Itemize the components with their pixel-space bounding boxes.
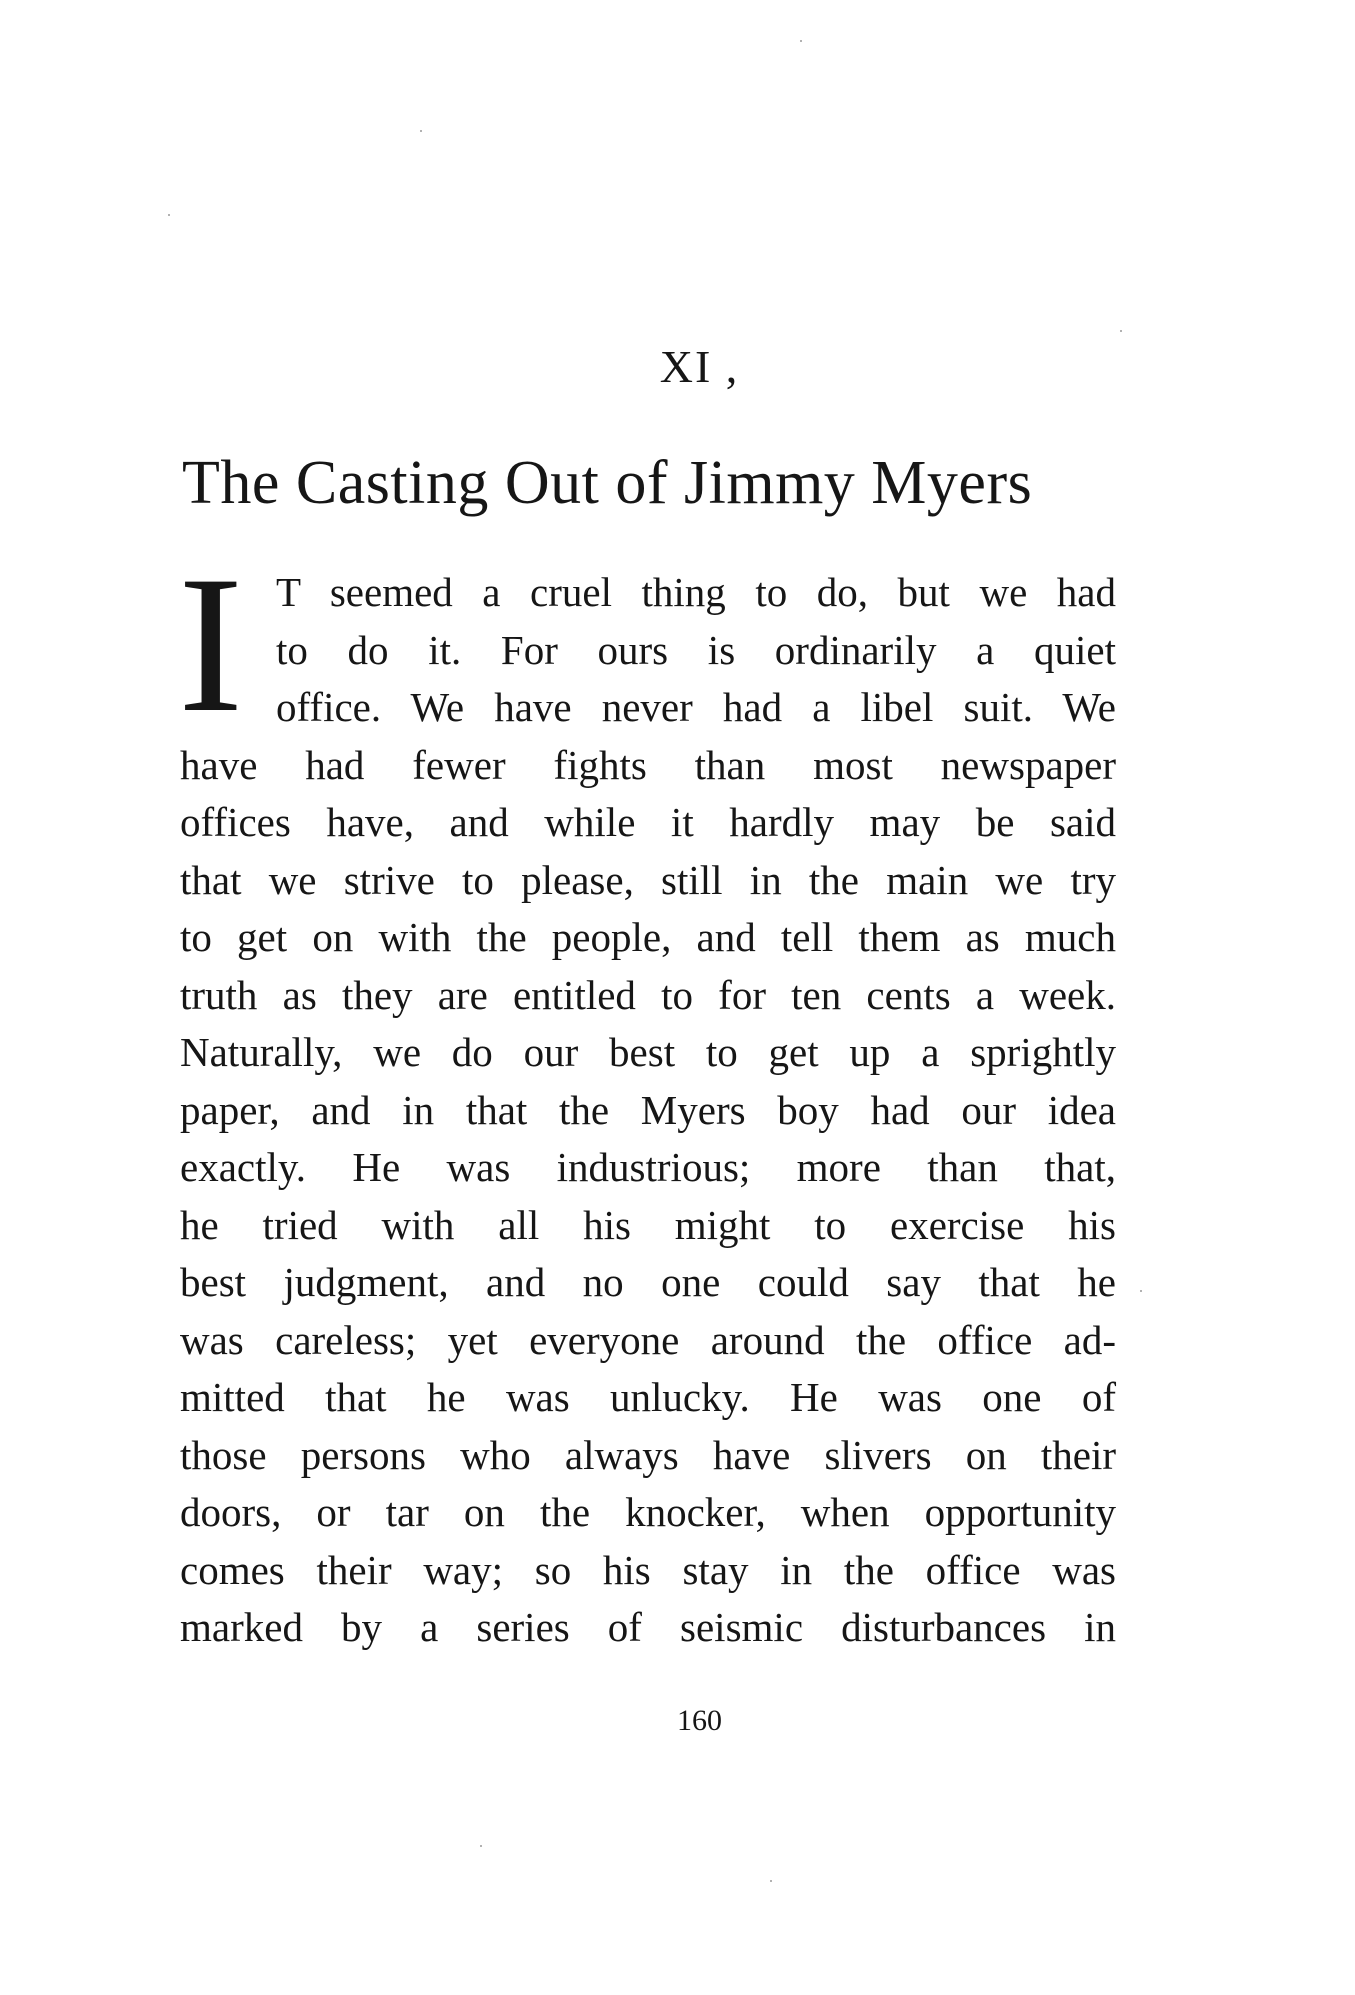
text-line: mitted that he was unlucky. He was one of — [180, 1374, 1116, 1420]
text-line: offices have, and while it hardly may be said — [180, 799, 1116, 845]
scan-speck — [420, 130, 422, 132]
text-line: office. We have never had a libel suit. We — [276, 684, 1116, 730]
chapter-number: XI , — [659, 341, 740, 392]
page-number: 160 — [677, 1704, 722, 1737]
body-text — [180, 564, 1116, 1657]
text-line: he tried with all his might to exercise his — [180, 1201, 1116, 1248]
text-line: that we strive to please, still in the main we try — [180, 856, 1116, 903]
chapter-title: The Casting Out of Jimmy Myers — [182, 449, 1033, 517]
text-line: Naturally, we do our best to get up a sprightly — [180, 1029, 1116, 1075]
text-line: T seemed a cruel thing to do, but we had — [276, 569, 1116, 615]
text-line: to do it. For ours is ordinarily a quiet — [276, 626, 1116, 673]
scan-speck — [168, 214, 170, 216]
text-line: exactly. He was industrious; more than that, — [180, 1144, 1116, 1190]
scan-speck — [1120, 330, 1122, 332]
text-line: have had fewer fights than most newspaper — [180, 741, 1116, 788]
text-line: comes their way; so his stay in the office was — [180, 1546, 1116, 1593]
scan-speck — [800, 40, 802, 42]
text-line: paper, and in that the Myers boy had our idea — [180, 1086, 1116, 1133]
scan-speck — [770, 1880, 772, 1882]
text-line: those persons who always have slivers on their — [180, 1431, 1116, 1478]
scan-speck — [480, 1845, 482, 1847]
text-line: marked by a series of seismic disturbances in — [180, 1604, 1116, 1650]
drop-cap: I — [178, 536, 244, 753]
text-line: was careless; yet everyone around the office ad- — [180, 1316, 1116, 1363]
text-line: to get on with the people, and tell them as much — [180, 914, 1116, 960]
scan-speck — [1140, 1290, 1142, 1292]
text-line: truth as they are entitled to for ten cents a week. — [180, 971, 1116, 1018]
text-line: best judgment, and no one could say that he — [180, 1259, 1116, 1305]
text-line: doors, or tar on the knocker, when opportunity — [180, 1489, 1116, 1535]
